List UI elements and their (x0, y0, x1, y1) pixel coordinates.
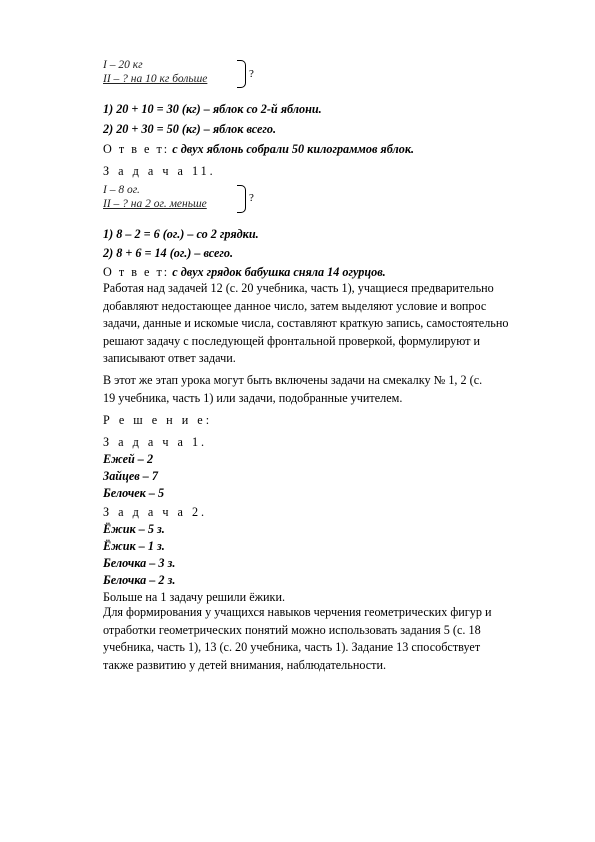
task10-answer (103, 141, 515, 157)
task10-question-mark: ? (249, 68, 254, 80)
puzzle1-item: Ежей – 2 (103, 452, 154, 466)
task11-brace-icon (237, 185, 246, 213)
puzzle2-conclusion: Больше на 1 задачу решили ёжики. (103, 590, 286, 604)
puzzle1-item: Белочек – 5 (103, 486, 165, 500)
para1-line5: записывают ответ задачи. (103, 351, 236, 365)
task11-scheme (103, 183, 207, 211)
puzzle1-block (103, 434, 515, 502)
para3-line3: учебника, часть 1), 13 (с. 20 учебника, часть 1). Задание 13 способствует (103, 640, 481, 654)
puzzle2-heading: З а д а ч а 2. (103, 505, 208, 519)
para1-line1: Работая над задачей 12 (с. 20 учебника, часть 1), учащиеся предварительно (103, 281, 494, 295)
para1-line4: решают задачу с последующей фронтальной проверкой, формулируют и (103, 333, 481, 348)
puzzle2-item: Ёжик – 1 з. (103, 539, 165, 553)
puzzle2-item: Ёжик – 5 з. (103, 522, 165, 536)
puzzle2-item: Белочка – 2 з. (103, 573, 176, 587)
paragraph-puzzles (103, 372, 515, 407)
puzzle2-block (103, 504, 515, 606)
puzzle1-item: Зайцев – 7 (103, 469, 158, 483)
task11-heading-block (103, 163, 515, 179)
task11-answer-text: с двух грядок бабушка сняла 14 огурцов. (169, 265, 386, 279)
para2-line2: 19 учебника, часть 1) или задачи, подобранные учителем. (103, 390, 403, 405)
task11-answer (103, 264, 515, 280)
para1-line2: добавляют недостающее данное число, затем выделяют условие и вопрос (103, 298, 487, 313)
task11-solution (103, 226, 515, 280)
task10-step2: 2) 20 + 30 = 50 (кг) – яблок всего. (103, 122, 277, 136)
task10-answer-label: О т в е т: (103, 142, 170, 156)
task10-solution (103, 101, 515, 157)
task10-scheme-line1: I – 20 кг (103, 59, 143, 71)
para3-line1: Для формирования у учащихся навыков черчения геометрических фигур и (103, 605, 492, 619)
task11-scheme-line1: I – 8 ог. (103, 184, 140, 196)
task10-step1: 1) 20 + 10 = 30 (кг) – яблок со 2-й яблони. (103, 102, 322, 116)
solution-heading-block (103, 412, 515, 428)
task11-step1: 1) 8 – 2 = 6 (ог.) – со 2 грядки. (103, 227, 259, 241)
task11-question-mark: ? (249, 192, 254, 204)
paragraph-geometry (103, 604, 515, 674)
para3-line2: отработки геометрических понятий можно использовать задания 5 (с. 18 (103, 622, 481, 637)
puzzle2-item: Белочка – 3 з. (103, 556, 176, 570)
para3-line4: также развитию у детей внимания, наблюдательности. (103, 657, 387, 672)
task10-answer-text: с двух яблонь собрали 50 килограммов яблок. (169, 142, 415, 156)
task11-scheme-line2: II – ? на 2 ог. меньше (103, 198, 207, 210)
puzzle1-heading: З а д а ч а 1. (103, 435, 208, 449)
para2-line1: В этот же этап урока могут быть включены задачи на смекалку № 1, 2 (с. (103, 373, 483, 387)
task10-scheme-line2: II – ? на 10 кг больше (103, 73, 208, 85)
paragraph-task12 (103, 280, 515, 368)
task10-brace-icon (237, 60, 246, 88)
solution-heading: Р е ш е н и е: (103, 413, 213, 427)
para1-line3: задачи, данные и искомые числа, составляют краткую запись, самостоятельно (103, 316, 509, 330)
task11-answer-label: О т в е т: (103, 265, 170, 279)
task11-step2: 2) 8 + 6 = 14 (ог.) – всего. (103, 246, 234, 260)
task11-heading: З а д а ч а 11. (103, 164, 216, 178)
task10-scheme (103, 58, 207, 86)
